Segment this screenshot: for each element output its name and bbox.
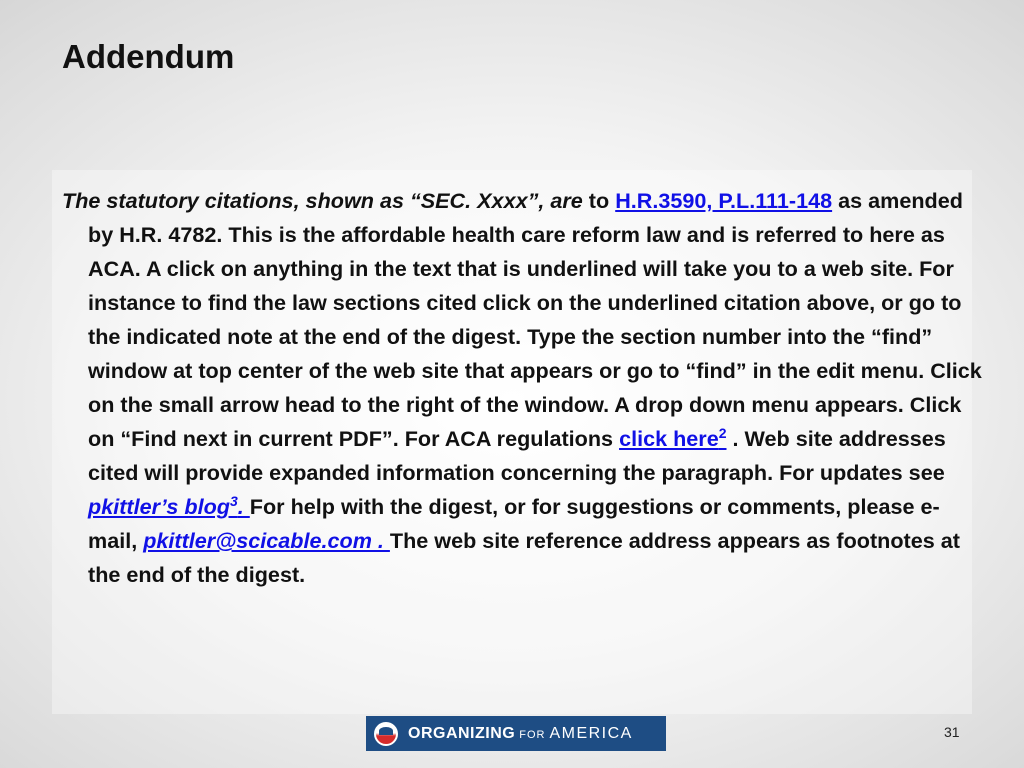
footnote-marker: 2	[718, 424, 727, 441]
organizing-for-america-logo	[366, 716, 666, 751]
blog-link-label: pkittler’s blog	[88, 494, 230, 519]
blog-link-tail: .	[237, 494, 250, 519]
aca-regulations-link[interactable]	[619, 426, 726, 451]
body-text-segment: to	[582, 188, 616, 213]
obama-rising-sun-icon	[374, 722, 398, 746]
aca-regulations-link-label: click here	[619, 426, 719, 451]
logo-word-america: AMERICA	[549, 724, 633, 742]
intro-italic-text: The statutory citations, shown as “SEC. Xxxx”, are	[62, 188, 583, 213]
email-link-label: pkittler@scicable.com .	[143, 528, 390, 553]
logo-text	[408, 725, 633, 743]
slide-title: Addendum	[62, 38, 235, 75]
body-text-segment: For help with the digest, or for suggestions or comments, please e-mail,	[88, 494, 940, 553]
hr3590-link[interactable]: H.R.3590, P.L.111-148	[615, 188, 833, 213]
body-text-segment: . Web site addresses cited will provide expanded information concerning the paragraph. For updates see	[88, 426, 946, 485]
logo-word-organizing: ORGANIZING	[408, 724, 516, 742]
body-text-segment: as amended by H.R. 4782. This is the affordable health care reform law and is referred to here as ACA. A click on anything in the text that is underlined will take you to a web site. For instance to find the law sections cited click on the underlined citation above, or go to the indicated note at the end of the digest. Type the section number into the “find” window at top center of the web site that appears or go to “find” in the edit menu. Click on the small arrow head to the right of the window. A drop down menu appears. Click on “Find next in current PDF”. For ACA regulations	[88, 188, 982, 451]
body-text-segment: The web site reference address appears as footnotes at the end of the digest.	[88, 528, 960, 587]
blog-link[interactable]	[88, 494, 250, 519]
footnote-marker: 3	[229, 492, 238, 509]
email-link[interactable]	[143, 528, 390, 553]
page-number: 31	[944, 724, 960, 740]
body-paragraph	[62, 184, 988, 592]
logo-word-for: FOR	[519, 728, 546, 741]
